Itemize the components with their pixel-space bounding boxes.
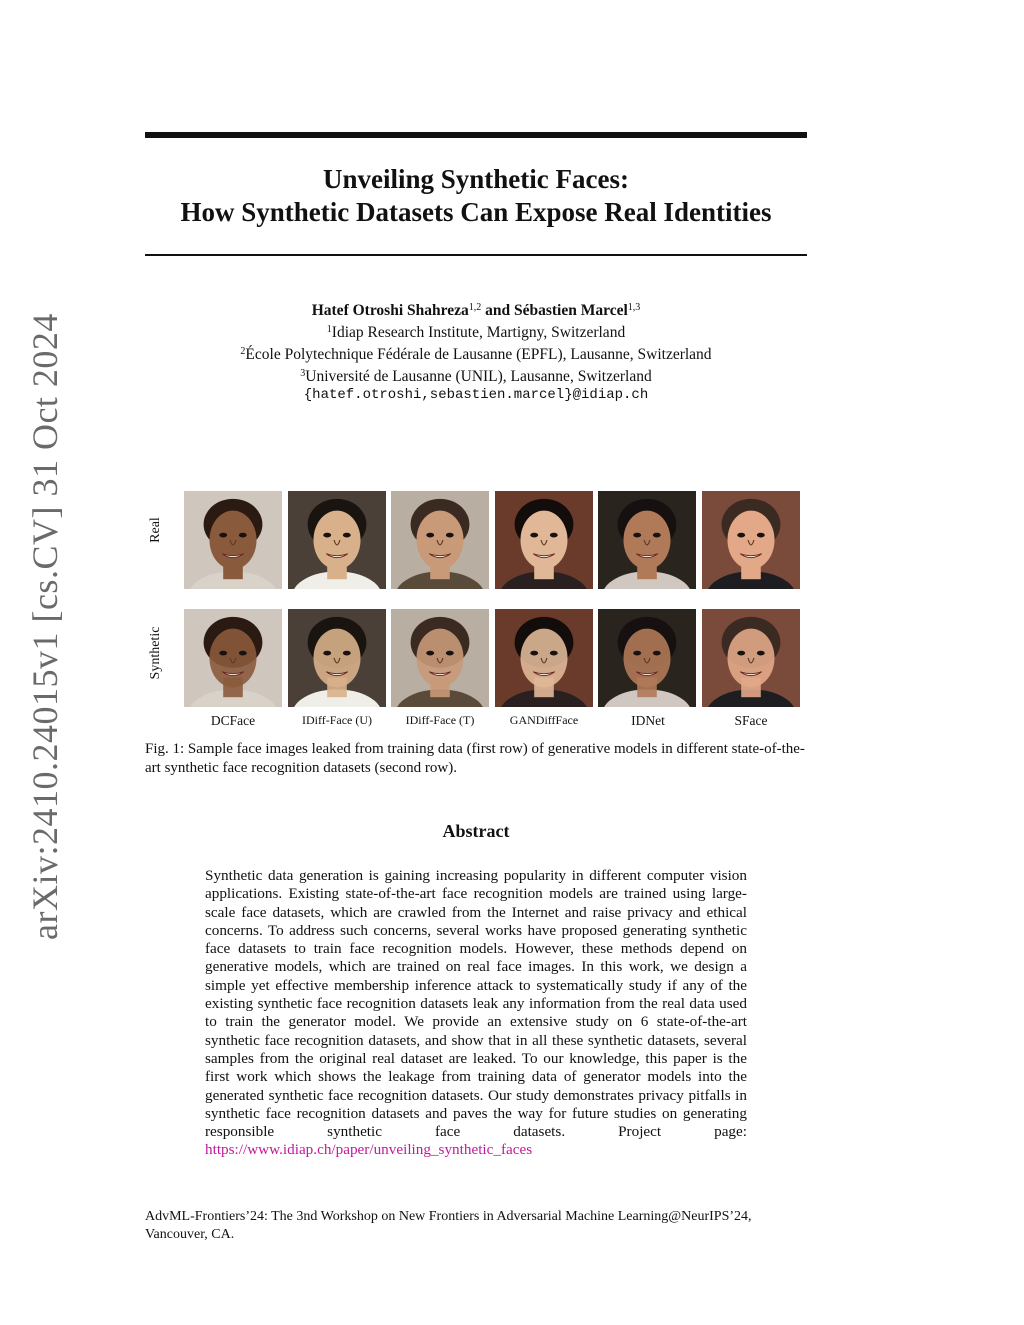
real-face-image-6 <box>702 491 800 589</box>
title-line-1: Unveiling Synthetic Faces: <box>323 164 629 194</box>
synthetic-face-image-3 <box>391 609 489 707</box>
author-names <box>145 298 807 320</box>
synthetic-face-image-6 <box>702 609 800 707</box>
affiliation-3: $^3$Université de Lausanne (UNIL), Lausanne, Switzerland <box>300 368 652 385</box>
col-label-sface: SFace <box>734 713 768 728</box>
author-2-affil: 1,3 <box>627 302 641 313</box>
synthetic-face-image-2 <box>288 609 386 707</box>
author-2: Sébastien Marcel <box>513 302 628 319</box>
synthetic-face-image-1 <box>184 609 282 707</box>
real-face-image-2 <box>288 491 386 589</box>
real-face-image-1 <box>184 491 282 589</box>
paper-title <box>145 163 807 229</box>
author-conjunction: and <box>485 302 511 319</box>
author-1: Hatef Otroshi Shahreza <box>311 302 469 319</box>
col-label-idiff-t: IDiff-Face (T) <box>405 713 475 727</box>
abstract-heading: Abstract <box>442 821 510 841</box>
synthetic-face-image-5 <box>598 609 696 707</box>
synthetic-face-image-4 <box>495 609 593 707</box>
venue-footnote: AdvML-Frontiers’24: The 3nd Workshop on New Frontiers in Adversarial Machine Learning@NeurIPS’24, Vancouver, CA. <box>145 1209 752 1242</box>
col-label-idiff-u: IDiff-Face (U) <box>301 713 373 727</box>
title-line-2: How Synthetic Datasets Can Expose Real Identities <box>180 197 772 227</box>
title-bottom-rule <box>145 254 807 256</box>
col-label-gandiff: GANDiffFace <box>509 713 579 727</box>
real-face-image-5 <box>598 491 696 589</box>
real-face-image-3 <box>391 491 489 589</box>
author-block <box>145 298 807 405</box>
col-label-dcface: DCFace <box>210 713 256 728</box>
arxiv-sidebar-stamp: arXiv:2410.24015v1 [cs.CV] 31 Oct 2024 <box>25 313 65 940</box>
row-label-real: Real <box>148 517 163 543</box>
author-1-affil: 1,2 <box>468 302 482 313</box>
author-email: {hatef.otroshi,sebastien.marcel}@idiap.ch <box>303 387 649 403</box>
col-label-idnet: IDNet <box>631 713 665 728</box>
abstract-body <box>205 867 747 1160</box>
affiliation-1: $^1$Idiap Research Institute, Martigny, Switzerland <box>326 324 626 341</box>
project-page-link[interactable]: https://www.idiap.ch/paper/unveiling_synthetic_faces <box>205 1141 533 1159</box>
figure-caption: Fig. 1: Sample face images leaked from training data (first row) of generative models in different state-of-the-art synthetic face recognition datasets (second row). <box>145 741 805 776</box>
title-top-rule <box>145 132 807 138</box>
abstract-text: Synthetic data generation is gaining increasing popularity in different computer vision applications. Existing state-of-the-art face recognition models are trained using large-scale face datasets, which are crawled from the Internet and raise privacy and ethical concerns. To address such concerns, several works have proposed generating synthetic face datasets to train face recognition models. However, these methods depend on generative models, which are trained on real face images. In this work, we design a simple yet effective membership inference attack to systematically study if any of the existing synthetic face recognition datasets leak any information from the real data used to train the generator model. We provide an extensive study on 6 state-of-the-art synthetic face recognition datasets, and show that in all these synthetic datasets, several samples from the original real dataset are leaked. To our knowledge, this paper is the first work which shows the leakage from training data of generator models into the generated synthetic face recognition datasets. Our study demonstrates privacy pitfalls in synthetic face recognition datasets and paves the way for future studies on generating responsible synthetic face datasets. Project page: <box>205 867 747 1141</box>
real-face-image-4 <box>495 491 593 589</box>
affiliation-2: $^2$École Polytechnique Fédérale de Lausanne (EPFL), Lausanne, Switzerland <box>240 346 712 363</box>
row-label-synthetic: Synthetic <box>148 626 163 680</box>
